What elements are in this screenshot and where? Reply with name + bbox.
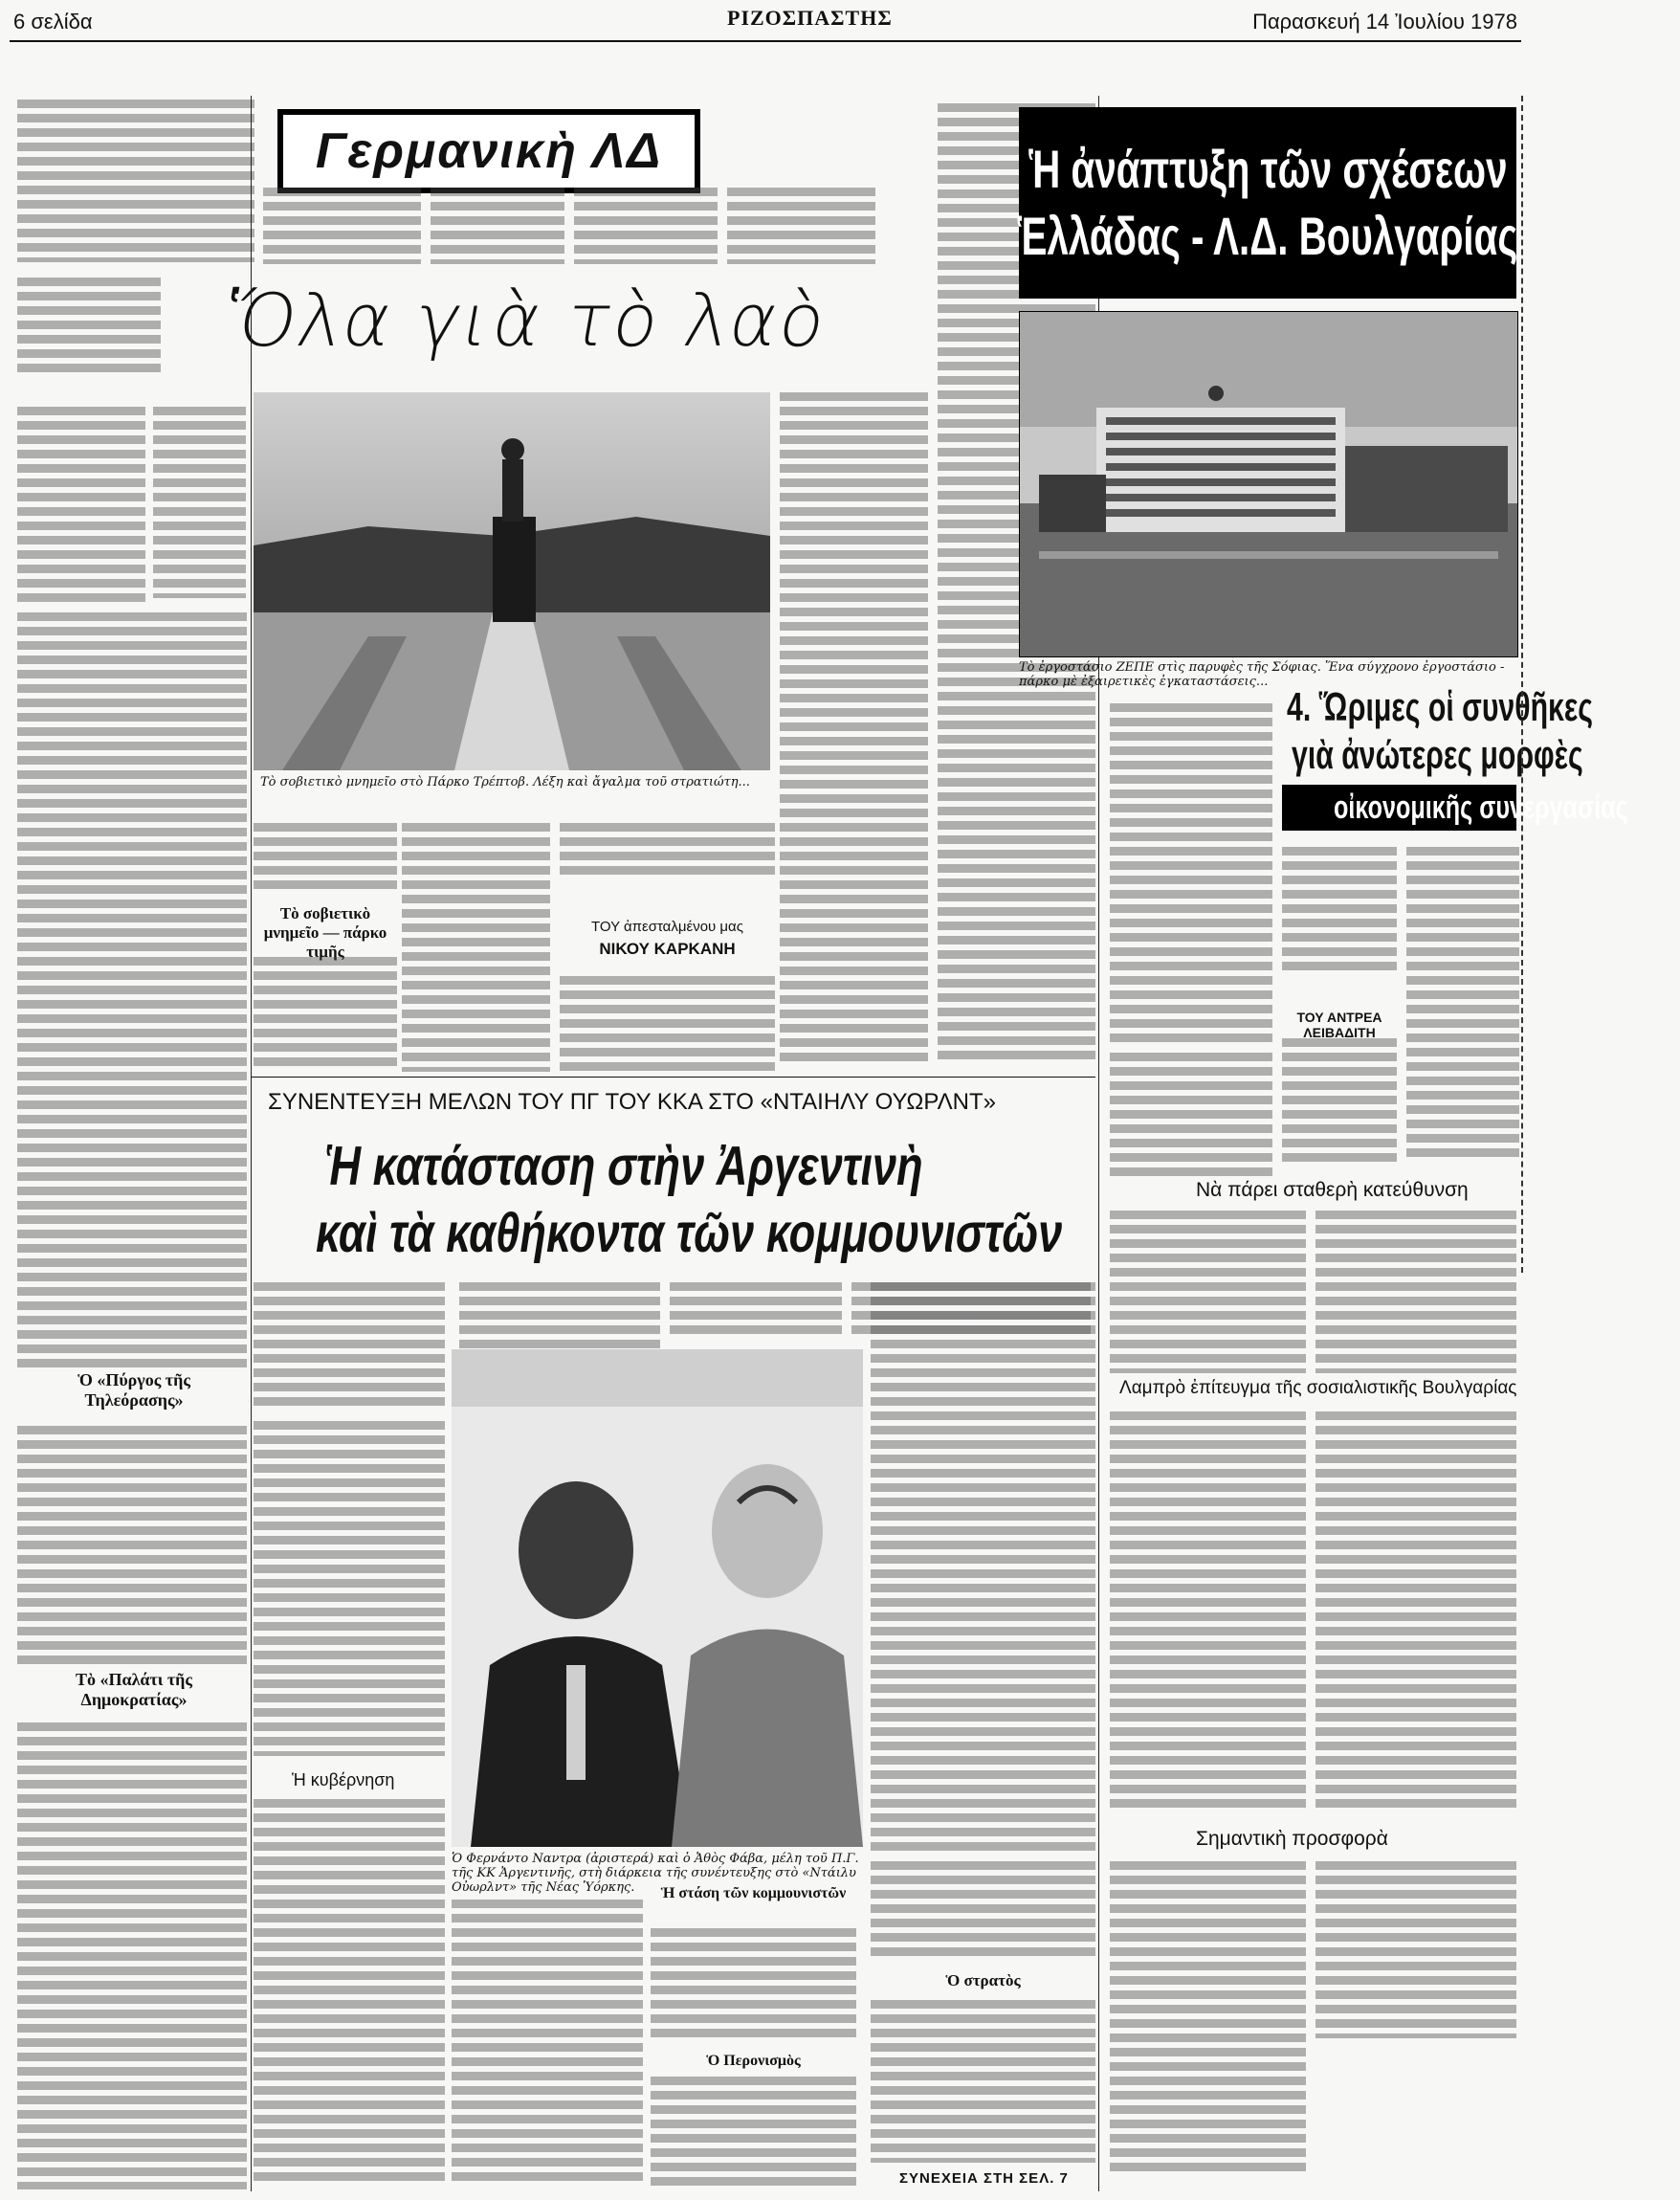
text-column	[254, 1421, 445, 1756]
text-column	[153, 407, 246, 598]
text-column	[1110, 1411, 1306, 1813]
intro-text-column	[17, 100, 254, 262]
lead-text-column	[254, 1282, 445, 1407]
text-column	[17, 612, 247, 1368]
text-column	[1315, 1211, 1516, 1373]
text-column	[1406, 847, 1519, 1163]
bulgaria-headline-box	[1019, 107, 1516, 299]
section-heading: Ὁ στρατὸς	[945, 1971, 1021, 1989]
text-column	[871, 2000, 1095, 2163]
text-column	[1282, 847, 1397, 971]
zepe-factory-photo	[1019, 311, 1518, 657]
text-column	[17, 278, 161, 373]
section-heading: Ἡ κυβέρνηση	[292, 1770, 395, 1789]
text-column	[1110, 1211, 1306, 1373]
bulgaria-byline: ΤΟΥ ΑΝΤΡΕΑ ΛΕΙΒΑΔΙΤΗ	[1296, 1010, 1382, 1040]
lead-text-column	[17, 407, 145, 608]
text-column	[727, 188, 875, 264]
bulgaria-subheadline-3	[1282, 785, 1628, 831]
newspaper-name: ΡΙΖΟΣΠΑΣΤΗΣ	[727, 6, 893, 30]
section-heading: Λαμπρὸ ἐπίτευγμα τῆς σοσιαλιστικῆς Βουλγαρίας	[1119, 1378, 1517, 1398]
section-heading: Ὁ «Πύργος τῆς Τηλεόρασης»	[77, 1370, 190, 1410]
correspondent-label: ΤΟΥ ἀπεσταλμένου μας	[591, 919, 743, 935]
rule	[251, 1077, 1095, 1078]
text-column	[254, 957, 397, 1072]
treptow-memorial-photo	[254, 392, 770, 770]
text-column	[560, 976, 775, 1072]
section-heading: Ὁ Περονισμὸς	[706, 2053, 801, 2069]
argentina-interview-photo	[452, 1349, 863, 1847]
text-column	[1110, 1053, 1272, 1177]
bulgaria-subheadline-1: 4. Ὥριμες οἱ συνθῆκες	[1287, 684, 1594, 729]
masthead-rule	[10, 40, 1521, 42]
issue-date: Παρασκευή 14 Ἰουλίου 1978	[1252, 10, 1517, 33]
text-column	[402, 823, 550, 1072]
page-number: 6 σελίδα	[13, 10, 93, 33]
article-border	[1521, 96, 1523, 1273]
text-column	[651, 2077, 856, 2187]
section-heading: Σημαντικὴ προσφορὰ	[1196, 1828, 1388, 1850]
text-column	[452, 1900, 643, 2187]
argentina-kicker: ΣΥΝΕΝΤΕΥΞΗ ΜΕΛΩΝ ΤΟΥ ΠΓ ΤΟΥ ΚΚΑ ΣΤΟ «ΝΤΑΙΗΛΥ ΟΥΩΡΛΝΤ»	[268, 1089, 996, 1115]
correspondent-name: ΝΙΚΟΥ ΚΑΡΚΑΝΗ	[599, 940, 736, 958]
text-column	[651, 1928, 856, 2043]
germany-title-text: Γερμανικὴ ΛΔ	[315, 123, 663, 179]
text-column	[871, 1861, 1095, 1962]
text-column	[1282, 1038, 1397, 1163]
bulgaria-headline-line1: Ἡ ἀνάπτυξη τῶν σχέσεων	[1028, 139, 1508, 199]
text-column	[1315, 1411, 1516, 1813]
text-column	[780, 392, 928, 1062]
germany-box-title	[277, 109, 700, 193]
section-heading: Τὸ σοβιετικὸ μνημεῖο — πάρκο τιμῆς	[263, 904, 387, 961]
text-column	[871, 1282, 1095, 1856]
text-column	[254, 823, 397, 890]
text-column	[263, 188, 421, 264]
text-column	[1110, 703, 1272, 1048]
argentina-headline-line2: καὶ τὰ καθήκοντα τῶν κομμουνιστῶν	[316, 1202, 1063, 1264]
text-column	[1315, 1861, 1516, 2038]
argentina-headline-line1: Ἡ κατάσταση στὴν Ἀργεντινὴ	[325, 1135, 923, 1197]
section-heading: Νὰ πάρει σταθερὴ κατεύθυνση	[1196, 1179, 1469, 1201]
section-heading: Τὸ «Παλάτι τῆς Δημοκρατίας»	[76, 1670, 192, 1709]
bulgaria-headline-line2: Ἑλλάδας - Λ.Δ. Βουλγαρίας	[1017, 206, 1518, 266]
memorial-photo-caption: Τὸ σοβιετικὸ μνημεῖο στὸ Πάρκο Τρέπτοβ. Λέξη καὶ ἄγαλμα τοῦ στρατιώτη...	[260, 775, 750, 789]
bulgaria-subheadline-2: γιὰ ἀνώτερες μορφὲς	[1292, 732, 1583, 777]
section-heading: Ἡ στάση τῶν κομμουνιστῶν	[660, 1885, 847, 1901]
text-column	[17, 1426, 247, 1665]
text-column	[1110, 1861, 1306, 2177]
column-divider	[251, 96, 252, 2191]
text-column	[17, 1722, 247, 2189]
text-column	[254, 1799, 445, 2187]
lead-text-column	[670, 1282, 842, 1340]
zepe-photo-caption: Τὸ ἐργοστάσιο ΖΕΠΕ στὶς παρυφὲς τῆς Σόφιας. Ἕνα σύγχρονο ἐργοστάσιο - πάρκο μὲ ἐξαιρετικὲς ἐγκαταστάσεις...	[1019, 660, 1505, 689]
argentina-photo-caption: Ὁ Φερνάντο Ναντρα (ἀριστερά) καὶ ὁ Ἀθὸς Φάβα, μέλη τοῦ Π.Γ. τῆς ΚΚ Ἀργεντινῆς, στὴ διάρκεια τῆς συνέντευξης στὸ «Ντάιλυ Οὐωρλντ» τῆς Νέας Ὑόρκης.	[452, 1852, 859, 1895]
text-column	[574, 188, 718, 264]
continued-notice: ΣΥΝΕΧΕΙΑ ΣΤΗ ΣΕΛ. 7	[899, 2170, 1069, 2187]
text-column	[560, 823, 775, 876]
germany-headline: Ὅλα γιὰ τὸ λαὸ	[218, 278, 834, 363]
bulgaria-subheadline-3-text: οἰκονομικῆς συνεργασίας	[1334, 789, 1628, 826]
text-column	[431, 188, 564, 264]
